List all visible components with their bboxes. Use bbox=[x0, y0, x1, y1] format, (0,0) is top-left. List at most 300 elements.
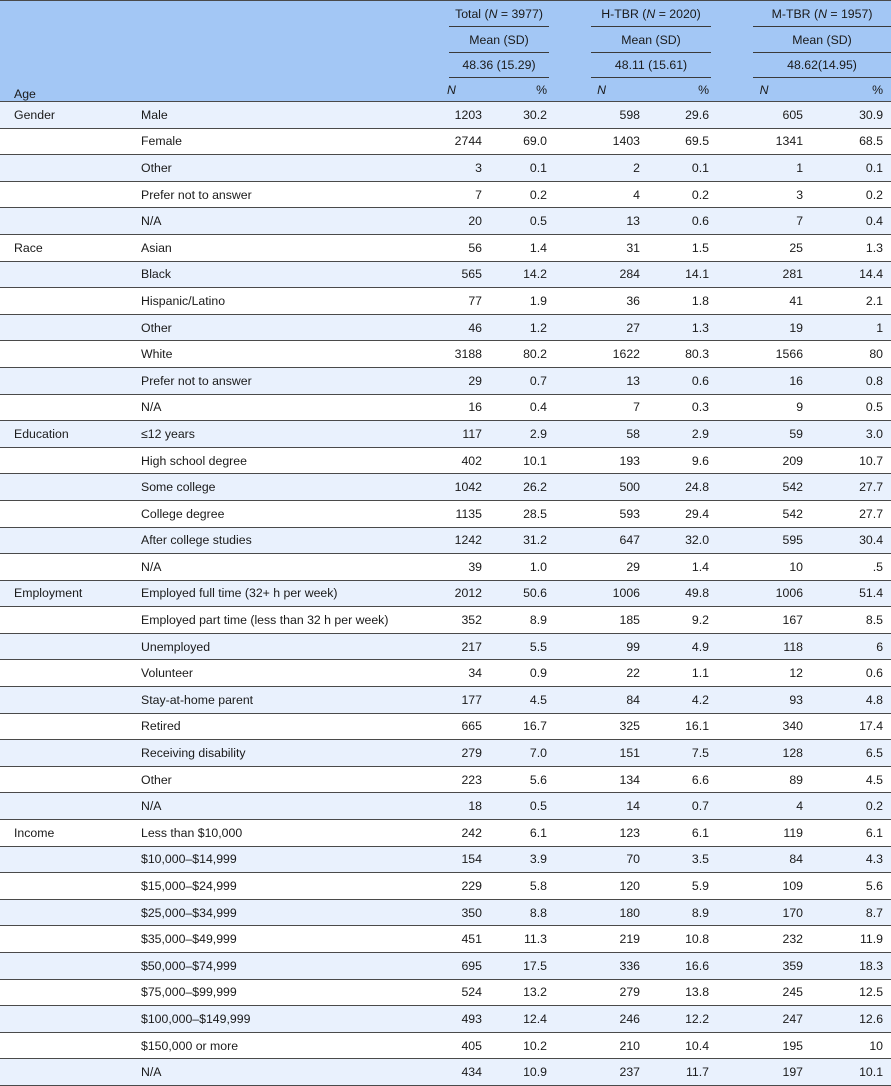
n-m-tbr-cell: 197 bbox=[717, 1059, 811, 1086]
n-h-tbr-cell: 593 bbox=[555, 500, 648, 527]
pct-h-tbr-cell: 9.2 bbox=[648, 607, 717, 634]
n-total-cell: 3 bbox=[413, 155, 490, 182]
n-m-tbr-cell: 605 bbox=[717, 102, 811, 129]
n-m-tbr-cell: 359 bbox=[717, 953, 811, 980]
n-h-tbr-cell: 1622 bbox=[555, 341, 648, 368]
n-total-cell: 117 bbox=[413, 421, 490, 448]
n-total-cell: 242 bbox=[413, 820, 490, 847]
pct-m-tbr-cell: 10.1 bbox=[811, 1059, 891, 1086]
table-row bbox=[0, 234, 891, 261]
subcategory-cell: N/A bbox=[125, 793, 413, 820]
pct-total-cell: 10.1 bbox=[490, 447, 555, 474]
pct-m-tbr-cell: 4.8 bbox=[811, 687, 891, 714]
table-row bbox=[0, 687, 891, 714]
n-total-cell: 1203 bbox=[413, 102, 490, 129]
pct-h-tbr-cell: 3.5 bbox=[648, 846, 717, 873]
n-h-tbr-cell: 500 bbox=[555, 474, 648, 501]
table-row bbox=[0, 793, 891, 820]
pct-m-tbr-cell: .5 bbox=[811, 554, 891, 581]
n-h-tbr-cell: 70 bbox=[555, 846, 648, 873]
n-total-cell: 7 bbox=[413, 181, 490, 208]
mean-sd-label-total: Mean (SD) bbox=[413, 28, 555, 53]
category-cell bbox=[0, 740, 125, 767]
n-m-tbr-cell: 247 bbox=[717, 1006, 811, 1033]
pct-m-tbr-cell: 0.4 bbox=[811, 208, 891, 235]
n-m-tbr-cell: 41 bbox=[717, 288, 811, 315]
n-m-tbr-cell: 19 bbox=[717, 314, 811, 341]
pct-h-tbr-cell: 6.6 bbox=[648, 766, 717, 793]
n-total-cell: 1042 bbox=[413, 474, 490, 501]
table-row bbox=[0, 367, 891, 394]
pct-h-tbr-cell: 10.8 bbox=[648, 926, 717, 953]
n-total-cell: 1135 bbox=[413, 500, 490, 527]
category-cell bbox=[0, 766, 125, 793]
n-m-tbr-cell: 209 bbox=[717, 447, 811, 474]
category-cell bbox=[0, 261, 125, 288]
n-h-tbr-cell: 22 bbox=[555, 660, 648, 687]
subcategory-cell: Stay-at-home parent bbox=[125, 687, 413, 714]
n-m-tbr-cell: 12 bbox=[717, 660, 811, 687]
category-cell: Education bbox=[0, 421, 125, 448]
category-cell bbox=[0, 607, 125, 634]
age-label: Age bbox=[0, 78, 413, 102]
pct-total-cell: 1.9 bbox=[490, 288, 555, 315]
table-row bbox=[0, 713, 891, 740]
subcategory-cell: Other bbox=[125, 766, 413, 793]
table-row bbox=[0, 261, 891, 288]
pct-total-cell: 31.2 bbox=[490, 527, 555, 554]
pct-total-cell: 28.5 bbox=[490, 500, 555, 527]
n-m-tbr-cell: 3 bbox=[717, 181, 811, 208]
n-m-tbr-cell: 16 bbox=[717, 367, 811, 394]
pct-m-tbr-cell: 27.7 bbox=[811, 500, 891, 527]
mean-sd-value-m-tbr: 48.62(14.95) bbox=[717, 53, 891, 78]
category-cell bbox=[0, 1032, 125, 1059]
category-cell bbox=[0, 394, 125, 421]
n-h-tbr-cell: 31 bbox=[555, 234, 648, 261]
category-cell bbox=[0, 713, 125, 740]
pct-total-cell: 10.2 bbox=[490, 1032, 555, 1059]
pct-total-cell: 0.5 bbox=[490, 793, 555, 820]
category-cell bbox=[0, 474, 125, 501]
pct-total-cell: 2.9 bbox=[490, 421, 555, 448]
n-m-tbr-cell: 119 bbox=[717, 820, 811, 847]
pct-total-cell: 16.7 bbox=[490, 713, 555, 740]
pct-m-tbr-cell: 27.7 bbox=[811, 474, 891, 501]
table-row bbox=[0, 820, 891, 847]
n-h-tbr-cell: 219 bbox=[555, 926, 648, 953]
n-total-cell: 350 bbox=[413, 899, 490, 926]
category-cell bbox=[0, 181, 125, 208]
n-total-cell: 1242 bbox=[413, 527, 490, 554]
n-h-tbr-cell: 336 bbox=[555, 953, 648, 980]
pct-h-tbr-cell: 0.6 bbox=[648, 367, 717, 394]
pct-total-cell: 0.7 bbox=[490, 367, 555, 394]
n-total-cell: 524 bbox=[413, 979, 490, 1006]
pct-total-cell: 0.9 bbox=[490, 660, 555, 687]
subcategory-cell: Receiving disability bbox=[125, 740, 413, 767]
category-cell: Gender bbox=[0, 102, 125, 129]
pct-m-tbr-cell: 18.3 bbox=[811, 953, 891, 980]
n-m-tbr-cell: 245 bbox=[717, 979, 811, 1006]
subcategory-cell: N/A bbox=[125, 208, 413, 235]
pct-h-tbr-cell: 6.1 bbox=[648, 820, 717, 847]
pct-m-tbr-cell: 12.6 bbox=[811, 1006, 891, 1033]
category-cell: Employment bbox=[0, 580, 125, 607]
n-h-tbr-cell: 7 bbox=[555, 394, 648, 421]
n-m-tbr-cell: 1 bbox=[717, 155, 811, 182]
table-row bbox=[0, 208, 891, 235]
n-m-tbr-cell: 195 bbox=[717, 1032, 811, 1059]
pct-h-tbr-cell: 16.1 bbox=[648, 713, 717, 740]
subcategory-cell: Male bbox=[125, 102, 413, 129]
category-cell bbox=[0, 660, 125, 687]
mean-sd-value-h-tbr: 48.11 (15.61) bbox=[555, 53, 717, 78]
subcategory-cell: White bbox=[125, 341, 413, 368]
table-row bbox=[0, 633, 891, 660]
n-h-tbr-cell: 598 bbox=[555, 102, 648, 129]
n-h-tbr-cell: 237 bbox=[555, 1059, 648, 1086]
pct-h-tbr-cell: 0.2 bbox=[648, 181, 717, 208]
subcategory-cell: $35,000–$49,999 bbox=[125, 926, 413, 953]
table-row bbox=[0, 740, 891, 767]
pct-total-cell: 1.4 bbox=[490, 234, 555, 261]
n-h-tbr-cell: 36 bbox=[555, 288, 648, 315]
table-body bbox=[0, 102, 891, 1086]
pct-h-tbr-cell: 14.1 bbox=[648, 261, 717, 288]
n-h-tbr-cell: 210 bbox=[555, 1032, 648, 1059]
subcategory-cell: $75,000–$99,999 bbox=[125, 979, 413, 1006]
pct-h-tbr-cell: 12.2 bbox=[648, 1006, 717, 1033]
pct-h-tbr-cell: 13.8 bbox=[648, 979, 717, 1006]
pct-h-tbr-cell: 0.3 bbox=[648, 394, 717, 421]
pct-header-m-tbr: % bbox=[811, 78, 891, 102]
table-row bbox=[0, 554, 891, 581]
subcategory-cell: Retired bbox=[125, 713, 413, 740]
category-cell bbox=[0, 873, 125, 900]
subcategory-cell: $100,000–$149,999 bbox=[125, 1006, 413, 1033]
table-row bbox=[0, 979, 891, 1006]
n-total-cell: 565 bbox=[413, 261, 490, 288]
n-h-tbr-cell: 123 bbox=[555, 820, 648, 847]
pct-h-tbr-cell: 1.5 bbox=[648, 234, 717, 261]
n-m-tbr-cell: 89 bbox=[717, 766, 811, 793]
n-h-tbr-cell: 14 bbox=[555, 793, 648, 820]
subcategory-cell: N/A bbox=[125, 1059, 413, 1086]
pct-h-tbr-cell: 9.6 bbox=[648, 447, 717, 474]
n-h-tbr-cell: 1006 bbox=[555, 580, 648, 607]
n-m-tbr-cell: 1566 bbox=[717, 341, 811, 368]
n-total-cell: 695 bbox=[413, 953, 490, 980]
n-total-cell: 16 bbox=[413, 394, 490, 421]
table-row bbox=[0, 314, 891, 341]
pct-total-cell: 1.2 bbox=[490, 314, 555, 341]
n-header-total: N bbox=[413, 78, 490, 102]
n-m-tbr-cell: 4 bbox=[717, 793, 811, 820]
pct-h-tbr-cell: 4.2 bbox=[648, 687, 717, 714]
table-row bbox=[0, 102, 891, 129]
subcategory-cell: Volunteer bbox=[125, 660, 413, 687]
pct-total-cell: 3.9 bbox=[490, 846, 555, 873]
n-total-cell: 279 bbox=[413, 740, 490, 767]
category-cell bbox=[0, 500, 125, 527]
pct-h-tbr-cell: 2.9 bbox=[648, 421, 717, 448]
pct-total-cell: 17.5 bbox=[490, 953, 555, 980]
subcategory-cell: $150,000 or more bbox=[125, 1032, 413, 1059]
category-cell bbox=[0, 155, 125, 182]
pct-h-tbr-cell: 24.8 bbox=[648, 474, 717, 501]
table-row bbox=[0, 1032, 891, 1059]
category-cell bbox=[0, 793, 125, 820]
pct-m-tbr-cell: 6.1 bbox=[811, 820, 891, 847]
pct-m-tbr-cell: 1 bbox=[811, 314, 891, 341]
pct-h-tbr-cell: 69.5 bbox=[648, 128, 717, 155]
subcategory-cell: Female bbox=[125, 128, 413, 155]
n-m-tbr-cell: 9 bbox=[717, 394, 811, 421]
subcategory-cell: Other bbox=[125, 155, 413, 182]
pct-h-tbr-cell: 16.6 bbox=[648, 953, 717, 980]
n-m-tbr-cell: 128 bbox=[717, 740, 811, 767]
pct-m-tbr-cell: 8.7 bbox=[811, 899, 891, 926]
n-h-tbr-cell: 13 bbox=[555, 208, 648, 235]
pct-h-tbr-cell: 8.9 bbox=[648, 899, 717, 926]
pct-h-tbr-cell: 0.6 bbox=[648, 208, 717, 235]
pct-total-cell: 5.6 bbox=[490, 766, 555, 793]
n-m-tbr-cell: 170 bbox=[717, 899, 811, 926]
pct-total-cell: 12.4 bbox=[490, 1006, 555, 1033]
table-row bbox=[0, 873, 891, 900]
n-h-tbr-cell: 647 bbox=[555, 527, 648, 554]
category-cell bbox=[0, 1059, 125, 1086]
table-row bbox=[0, 607, 891, 634]
table-row bbox=[0, 155, 891, 182]
table-row bbox=[0, 421, 891, 448]
pct-m-tbr-cell: 1.3 bbox=[811, 234, 891, 261]
n-h-tbr-cell: 2 bbox=[555, 155, 648, 182]
category-cell bbox=[0, 447, 125, 474]
subcategory-cell: Less than $10,000 bbox=[125, 820, 413, 847]
table-row bbox=[0, 953, 891, 980]
pct-h-tbr-cell: 1.8 bbox=[648, 288, 717, 315]
n-total-cell: 34 bbox=[413, 660, 490, 687]
pct-total-cell: 26.2 bbox=[490, 474, 555, 501]
pct-m-tbr-cell: 5.6 bbox=[811, 873, 891, 900]
category-cell bbox=[0, 314, 125, 341]
pct-total-cell: 14.2 bbox=[490, 261, 555, 288]
n-total-cell: 493 bbox=[413, 1006, 490, 1033]
subcategory-cell: Unemployed bbox=[125, 633, 413, 660]
category-cell bbox=[0, 341, 125, 368]
pct-total-cell: 5.5 bbox=[490, 633, 555, 660]
pct-m-tbr-cell: 0.5 bbox=[811, 394, 891, 421]
n-m-tbr-cell: 340 bbox=[717, 713, 811, 740]
pct-m-tbr-cell: 8.5 bbox=[811, 607, 891, 634]
category-cell bbox=[0, 633, 125, 660]
pct-m-tbr-cell: 68.5 bbox=[811, 128, 891, 155]
n-h-tbr-cell: 284 bbox=[555, 261, 648, 288]
group-header-m-tbr: M-TBR (N = 1957) bbox=[717, 1, 891, 29]
pct-total-cell: 8.9 bbox=[490, 607, 555, 634]
pct-h-tbr-cell: 80.3 bbox=[648, 341, 717, 368]
pct-total-cell: 7.0 bbox=[490, 740, 555, 767]
pct-m-tbr-cell: 17.4 bbox=[811, 713, 891, 740]
pct-h-tbr-cell: 0.1 bbox=[648, 155, 717, 182]
n-total-cell: 29 bbox=[413, 367, 490, 394]
table-row bbox=[0, 474, 891, 501]
pct-m-tbr-cell: 10 bbox=[811, 1032, 891, 1059]
pct-h-tbr-cell: 32.0 bbox=[648, 527, 717, 554]
pct-m-tbr-cell: 12.5 bbox=[811, 979, 891, 1006]
n-total-cell: 229 bbox=[413, 873, 490, 900]
n-h-tbr-cell: 246 bbox=[555, 1006, 648, 1033]
pct-h-tbr-cell: 5.9 bbox=[648, 873, 717, 900]
n-h-tbr-cell: 99 bbox=[555, 633, 648, 660]
n-h-tbr-cell: 185 bbox=[555, 607, 648, 634]
pct-total-cell: 50.6 bbox=[490, 580, 555, 607]
table-row bbox=[0, 181, 891, 208]
n-h-tbr-cell: 134 bbox=[555, 766, 648, 793]
mean-sd-label-h-tbr: Mean (SD) bbox=[555, 28, 717, 53]
category-cell bbox=[0, 926, 125, 953]
n-h-tbr-cell: 193 bbox=[555, 447, 648, 474]
n-h-tbr-cell: 84 bbox=[555, 687, 648, 714]
table-row bbox=[0, 128, 891, 155]
n-total-cell: 77 bbox=[413, 288, 490, 315]
n-m-tbr-cell: 232 bbox=[717, 926, 811, 953]
pct-m-tbr-cell: 6.5 bbox=[811, 740, 891, 767]
table-row bbox=[0, 447, 891, 474]
pct-total-cell: 0.1 bbox=[490, 155, 555, 182]
pct-m-tbr-cell: 30.9 bbox=[811, 102, 891, 129]
pct-m-tbr-cell: 4.3 bbox=[811, 846, 891, 873]
subcategory-cell: Hispanic/Latino bbox=[125, 288, 413, 315]
pct-total-cell: 10.9 bbox=[490, 1059, 555, 1086]
pct-m-tbr-cell: 14.4 bbox=[811, 261, 891, 288]
n-m-tbr-cell: 167 bbox=[717, 607, 811, 634]
table-row bbox=[0, 766, 891, 793]
category-cell bbox=[0, 979, 125, 1006]
n-header-m-tbr: N bbox=[717, 78, 811, 102]
subcategory-cell: High school degree bbox=[125, 447, 413, 474]
category-cell bbox=[0, 208, 125, 235]
mean-sd-label-m-tbr: Mean (SD) bbox=[717, 28, 891, 53]
pct-total-cell: 1.0 bbox=[490, 554, 555, 581]
subcategory-cell: N/A bbox=[125, 554, 413, 581]
n-m-tbr-cell: 84 bbox=[717, 846, 811, 873]
category-cell bbox=[0, 128, 125, 155]
pct-m-tbr-cell: 51.4 bbox=[811, 580, 891, 607]
subcategory-cell: $50,000–$74,999 bbox=[125, 953, 413, 980]
pct-m-tbr-cell: 0.8 bbox=[811, 367, 891, 394]
table-row bbox=[0, 660, 891, 687]
category-cell bbox=[0, 527, 125, 554]
pct-m-tbr-cell: 0.6 bbox=[811, 660, 891, 687]
pct-h-tbr-cell: 10.4 bbox=[648, 1032, 717, 1059]
n-total-cell: 20 bbox=[413, 208, 490, 235]
pct-total-cell: 0.5 bbox=[490, 208, 555, 235]
subcategory-cell: $10,000–$14,999 bbox=[125, 846, 413, 873]
subcategory-cell: Some college bbox=[125, 474, 413, 501]
mean-sd-value-total: 48.36 (15.29) bbox=[413, 53, 555, 78]
n-m-tbr-cell: 7 bbox=[717, 208, 811, 235]
subcategory-cell: Employed part time (less than 32 h per week) bbox=[125, 607, 413, 634]
pct-h-tbr-cell: 1.4 bbox=[648, 554, 717, 581]
n-total-cell: 352 bbox=[413, 607, 490, 634]
n-h-tbr-cell: 29 bbox=[555, 554, 648, 581]
pct-total-cell: 69.0 bbox=[490, 128, 555, 155]
n-h-tbr-cell: 13 bbox=[555, 367, 648, 394]
n-total-cell: 665 bbox=[413, 713, 490, 740]
subcategory-cell: Black bbox=[125, 261, 413, 288]
pct-h-tbr-cell: 49.8 bbox=[648, 580, 717, 607]
n-total-cell: 154 bbox=[413, 846, 490, 873]
n-total-cell: 402 bbox=[413, 447, 490, 474]
table-header bbox=[0, 1, 891, 102]
pct-header-total: % bbox=[490, 78, 555, 102]
pct-h-tbr-cell: 29.6 bbox=[648, 102, 717, 129]
pct-m-tbr-cell: 3.0 bbox=[811, 421, 891, 448]
n-total-cell: 3188 bbox=[413, 341, 490, 368]
category-cell bbox=[0, 687, 125, 714]
n-m-tbr-cell: 118 bbox=[717, 633, 811, 660]
category-cell bbox=[0, 1006, 125, 1033]
n-m-tbr-cell: 1341 bbox=[717, 128, 811, 155]
n-h-tbr-cell: 1403 bbox=[555, 128, 648, 155]
table-row bbox=[0, 394, 891, 421]
pct-h-tbr-cell: 7.5 bbox=[648, 740, 717, 767]
pct-total-cell: 0.4 bbox=[490, 394, 555, 421]
pct-m-tbr-cell: 80 bbox=[811, 341, 891, 368]
pct-h-tbr-cell: 29.4 bbox=[648, 500, 717, 527]
subcategory-cell: Prefer not to answer bbox=[125, 181, 413, 208]
n-h-tbr-cell: 27 bbox=[555, 314, 648, 341]
n-m-tbr-cell: 10 bbox=[717, 554, 811, 581]
pct-total-cell: 6.1 bbox=[490, 820, 555, 847]
subcategory-cell: College degree bbox=[125, 500, 413, 527]
n-total-cell: 2744 bbox=[413, 128, 490, 155]
pct-m-tbr-cell: 10.7 bbox=[811, 447, 891, 474]
n-total-cell: 405 bbox=[413, 1032, 490, 1059]
category-cell: Race bbox=[0, 234, 125, 261]
n-m-tbr-cell: 59 bbox=[717, 421, 811, 448]
pct-m-tbr-cell: 11.9 bbox=[811, 926, 891, 953]
pct-m-tbr-cell: 0.2 bbox=[811, 793, 891, 820]
subcategory-cell: $15,000–$24,999 bbox=[125, 873, 413, 900]
pct-header-h-tbr: % bbox=[648, 78, 717, 102]
n-h-tbr-cell: 120 bbox=[555, 873, 648, 900]
pct-m-tbr-cell: 4.5 bbox=[811, 766, 891, 793]
n-total-cell: 223 bbox=[413, 766, 490, 793]
pct-total-cell: 30.2 bbox=[490, 102, 555, 129]
n-total-cell: 2012 bbox=[413, 580, 490, 607]
n-m-tbr-cell: 542 bbox=[717, 500, 811, 527]
pct-h-tbr-cell: 4.9 bbox=[648, 633, 717, 660]
n-m-tbr-cell: 109 bbox=[717, 873, 811, 900]
n-m-tbr-cell: 25 bbox=[717, 234, 811, 261]
pct-h-tbr-cell: 1.3 bbox=[648, 314, 717, 341]
pct-total-cell: 0.2 bbox=[490, 181, 555, 208]
subcategory-cell: Prefer not to answer bbox=[125, 367, 413, 394]
n-h-tbr-cell: 4 bbox=[555, 181, 648, 208]
pct-m-tbr-cell: 2.1 bbox=[811, 288, 891, 315]
pct-m-tbr-cell: 6 bbox=[811, 633, 891, 660]
table-row bbox=[0, 527, 891, 554]
n-h-tbr-cell: 325 bbox=[555, 713, 648, 740]
subcategory-cell: Other bbox=[125, 314, 413, 341]
group-header-h-tbr: H-TBR (N = 2020) bbox=[555, 1, 717, 29]
n-total-cell: 46 bbox=[413, 314, 490, 341]
subcategory-cell: Asian bbox=[125, 234, 413, 261]
